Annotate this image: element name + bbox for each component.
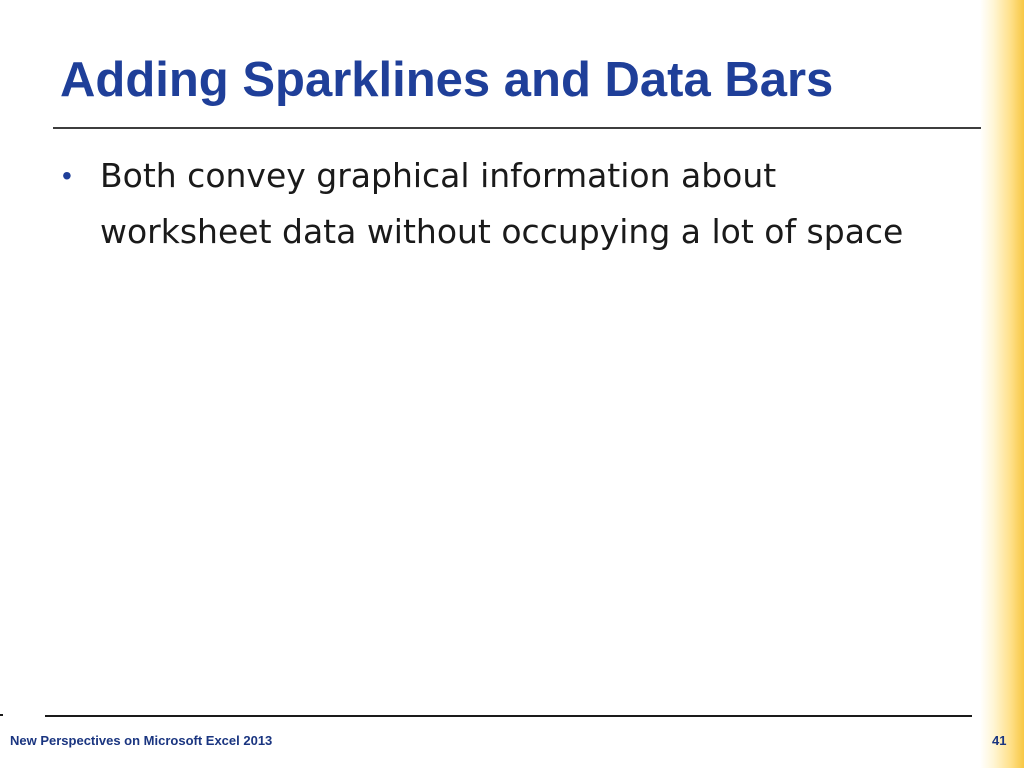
footer-divider: [45, 715, 972, 717]
footer-course-title: New Perspectives on Microsoft Excel 2013: [10, 733, 273, 748]
slide-title: Adding Sparklines and Data Bars: [60, 53, 834, 107]
slide-number: 41: [992, 733, 1007, 748]
footer-tick-mark: [0, 714, 3, 716]
side-accent-strip: [980, 0, 1024, 768]
bullet-text: Both convey graphical information about worksheet data without occupying a lot of space: [100, 156, 904, 251]
bullet-list: [62, 148, 922, 260]
title-divider: [53, 127, 981, 129]
bullet-icon: •: [62, 160, 72, 191]
bullet-item: [62, 148, 922, 260]
